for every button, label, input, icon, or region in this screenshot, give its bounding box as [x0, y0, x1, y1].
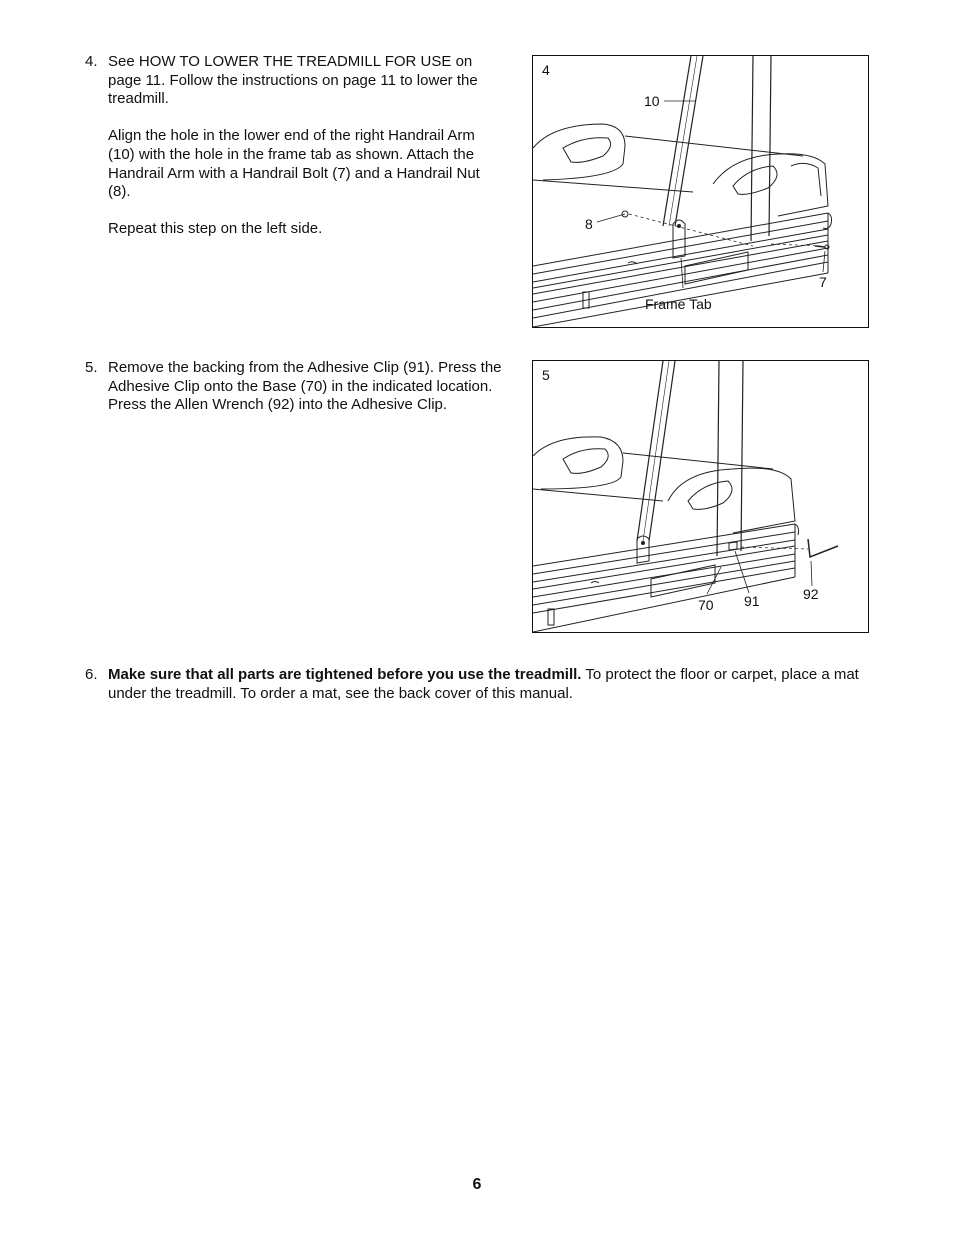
step-paragraph: Remove the backing from the Adhesive Clip (91). Press the Adhesive Clip onto the Base (70) in the indicated location. Press the Allen Wrench (92) into the Adhesive Clip. [108, 359, 502, 414]
step-number: 4. [85, 53, 98, 70]
callout-92-allen-wrench: 92 [803, 586, 819, 602]
figure-5 [532, 360, 869, 633]
callout-10-handrail-arm: 10 [644, 93, 660, 109]
step-text-continuation: To protect the floor or carpet, place a mat under the treadmill. To order a mat, see the back cover of this manual. [108, 666, 859, 702]
step-number: 6. [85, 666, 98, 683]
figure-number: 5 [542, 367, 550, 383]
callout-frame-tab: Frame Tab [645, 296, 712, 312]
callout-70-base: 70 [698, 597, 714, 613]
step-text [108, 53, 503, 239]
step-text [108, 359, 503, 415]
step-paragraph: Align the hole in the lower end of the right Handrail Arm (10) with the hole in the frame tab as shown. Attach the Handrail Arm with a Handrail Bolt (7) and a Handrail Nut (8). [108, 127, 480, 201]
step-number: 5. [85, 359, 98, 376]
callout-8-handrail-nut: 8 [585, 216, 593, 232]
callout-7-handrail-bolt: 7 [819, 274, 827, 290]
figure-4 [532, 55, 869, 328]
page-number: 6 [472, 1176, 482, 1193]
step-paragraph [108, 666, 868, 703]
step-paragraph: Repeat this step on the left side. [108, 220, 323, 238]
step-bold-warning: Make sure that all parts are tightened before you use the treadmill. [108, 666, 582, 683]
treadmill-handrail-illustration [533, 56, 868, 327]
step-text [108, 666, 868, 703]
step-paragraph: See HOW TO LOWER THE TREADMILL FOR USE on page 11. Follow the instructions on page 11 to lower the treadmill. [108, 53, 478, 108]
figure-number: 4 [542, 62, 550, 78]
callout-91-adhesive-clip: 91 [744, 593, 760, 609]
